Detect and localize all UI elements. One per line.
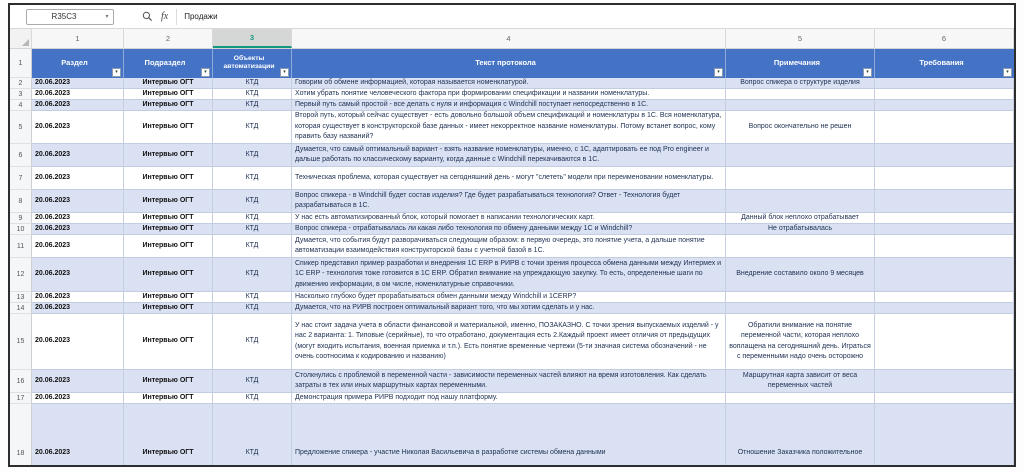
cell-note[interactable]: Данный блок неплохо отрабатывает bbox=[726, 213, 875, 224]
row-number[interactable]: 2 bbox=[10, 78, 32, 89]
cell-obj[interactable]: КТД bbox=[213, 303, 292, 314]
table-row bbox=[10, 144, 1014, 167]
cell-req[interactable] bbox=[875, 100, 1014, 111]
cell-note[interactable] bbox=[726, 292, 875, 303]
cell-note[interactable]: Отношение Заказчика положительное bbox=[726, 404, 875, 465]
table-row bbox=[10, 404, 1014, 465]
cell-section[interactable]: 20.06.2023 bbox=[32, 224, 124, 235]
cell-req[interactable] bbox=[875, 167, 1014, 190]
cell-note[interactable] bbox=[726, 167, 875, 190]
cell-note[interactable]: Вопрос окончательно не решен bbox=[726, 111, 875, 144]
row-number[interactable]: 9 bbox=[10, 213, 32, 224]
table-row bbox=[10, 190, 1014, 213]
header-label: Примечания bbox=[773, 57, 821, 67]
cell-obj[interactable]: КТД bbox=[213, 100, 292, 111]
cell-obj[interactable]: КТД bbox=[213, 167, 292, 190]
row-number[interactable]: 7 bbox=[10, 167, 32, 190]
cell-section[interactable]: 20.06.2023 bbox=[32, 213, 124, 224]
cell-section[interactable]: 20.06.2023 bbox=[32, 78, 124, 89]
cell-section[interactable]: 20.06.2023 bbox=[32, 370, 124, 393]
cell-text[interactable]: Говорим об обмене информацией, которая называется номенклатурой. bbox=[292, 78, 726, 89]
header-cell-podrazdel[interactable] bbox=[124, 49, 213, 78]
filter-dropdown-icon[interactable]: ▾ bbox=[863, 68, 872, 77]
table-row bbox=[10, 78, 1014, 89]
cell-section[interactable]: 20.06.2023 bbox=[32, 404, 124, 465]
cell-text[interactable]: У нас стоит задача учета в области финансовой и материальной, именно, ПОЗАКАЗНО. С точки зрения выпускаемых изделий - у нас 2 варианта: 1. Типовые (серийные), то что отработано, документация есть 2.Каждый проект имеет отличия от предыдущих (могут входить испытания, военная приемка и т.п.). Есть понятие временные чертежи (5-ти значная система обозначений - не очень соотносима к кодированию и названию) bbox=[292, 314, 726, 370]
toolbar-icons bbox=[142, 11, 168, 22]
column-header-5[interactable]: 5 bbox=[726, 29, 875, 48]
cell-sub[interactable]: Интервью ОГТ bbox=[124, 100, 213, 111]
cell-text[interactable]: Вопрос спикера - отрабатывалась ли какая либо технология по обмену данными между 1С и Windchill? bbox=[292, 224, 726, 235]
cell-obj[interactable]: КТД bbox=[213, 314, 292, 370]
cell-text[interactable]: Второй путь, который сейчас существует - есть довольно большой объем спецификаций и номенклатуры в 1С. Вся номенклатура, которая существует в конструкторской базе данных - имеет некорректное название номенклатуры. Потому встанет вопрос, кому править базу названий? bbox=[292, 111, 726, 144]
cell-req[interactable] bbox=[875, 292, 1014, 303]
cell-obj[interactable]: КТД bbox=[213, 235, 292, 258]
header-cell-obekty[interactable] bbox=[213, 49, 292, 78]
cell-obj[interactable]: КТД bbox=[213, 393, 292, 404]
cell-sub[interactable]: Интервью ОГТ bbox=[124, 224, 213, 235]
cell-sub[interactable]: Интервью ОГТ bbox=[124, 190, 213, 213]
cell-sub[interactable]: Интервью ОГТ bbox=[124, 314, 213, 370]
cell-req[interactable] bbox=[875, 213, 1014, 224]
table-row bbox=[10, 89, 1014, 100]
cell-note[interactable]: Маршрутная карта зависит от веса переменных частей bbox=[726, 370, 875, 393]
cell-req[interactable] bbox=[875, 235, 1014, 258]
cell-req[interactable] bbox=[875, 78, 1014, 89]
cell-obj[interactable]: КТД bbox=[213, 78, 292, 89]
table-row bbox=[10, 224, 1014, 235]
table-row bbox=[10, 393, 1014, 404]
cell-obj[interactable]: КТД bbox=[213, 213, 292, 224]
cell-sub[interactable]: Интервью ОГТ bbox=[124, 213, 213, 224]
table-row bbox=[10, 213, 1014, 224]
cell-note[interactable]: Внедрение составило около 9 месяцев bbox=[726, 258, 875, 292]
table-row bbox=[10, 258, 1014, 292]
column-header-4[interactable]: 4 bbox=[292, 29, 726, 48]
cell-text[interactable]: Демонстрация примера РИРВ подходит под нашу платформу. bbox=[292, 393, 726, 404]
cell-section[interactable]: 20.06.2023 bbox=[32, 303, 124, 314]
cell-sub[interactable]: Интервью ОГТ bbox=[124, 144, 213, 167]
cell-obj[interactable]: КТД bbox=[213, 144, 292, 167]
row-number[interactable]: 15 bbox=[10, 314, 32, 370]
cell-obj[interactable]: КТД bbox=[213, 292, 292, 303]
cell-section[interactable]: 20.06.2023 bbox=[32, 292, 124, 303]
corner-triangle-icon bbox=[22, 39, 29, 46]
cell-section[interactable]: 20.06.2023 bbox=[32, 190, 124, 213]
cell-text[interactable]: Думается, что события будут разворачиваться следующим образом: в первую очередь, это понятие учета, а дальше понятие автоматизации взаимодействия конструкторской базы с учетной базой в 1С. bbox=[292, 235, 726, 258]
cell-text[interactable]: Насколько глубоко будет прорабатываться обмен данными между Windchill и 1CERP? bbox=[292, 292, 726, 303]
row-number[interactable]: 3 bbox=[10, 89, 32, 100]
cell-sub[interactable]: Интервью ОГТ bbox=[124, 258, 213, 292]
filter-dropdown-icon[interactable]: ▾ bbox=[280, 68, 289, 77]
row-number[interactable]: 8 bbox=[10, 190, 32, 213]
cell-sub[interactable]: Интервью ОГТ bbox=[124, 393, 213, 404]
cell-section[interactable]: 20.06.2023 bbox=[32, 167, 124, 190]
cell-sub[interactable]: Интервью ОГТ bbox=[124, 303, 213, 314]
table-header-row bbox=[10, 49, 1014, 78]
header-label: Объекты автоматизации bbox=[223, 54, 275, 70]
header-label: Требования bbox=[919, 57, 964, 67]
cell-obj[interactable]: КТД bbox=[213, 190, 292, 213]
cell-note[interactable] bbox=[726, 303, 875, 314]
cell-sub[interactable]: Интервью ОГТ bbox=[124, 235, 213, 258]
table-row bbox=[10, 100, 1014, 111]
cell-sub[interactable]: Интервью ОГТ bbox=[124, 167, 213, 190]
column-header-strip bbox=[10, 29, 1014, 49]
table-row bbox=[10, 314, 1014, 370]
data-rows-container bbox=[10, 78, 1014, 465]
formula-bar-value[interactable]: Продажи bbox=[184, 12, 218, 21]
cell-text[interactable]: Думается, что самый оптимальный вариант - взять название номенклатуры, именно, с 1С, адаптировать ее под Pro engineer и дальше работать по классическому варианту, когда данные с Windchill перекачиваются в 1С. bbox=[292, 144, 726, 167]
name-box-value[interactable]: R35C3 bbox=[51, 12, 77, 21]
header-cell-trebovaniya[interactable] bbox=[875, 49, 1014, 78]
cell-note[interactable] bbox=[726, 100, 875, 111]
formula-bar[interactable] bbox=[176, 9, 1014, 25]
cell-section[interactable]: 20.06.2023 bbox=[32, 111, 124, 144]
cell-note[interactable] bbox=[726, 393, 875, 404]
header-label: Подраздел bbox=[144, 57, 186, 67]
cell-sub[interactable]: Интервью ОГТ bbox=[124, 292, 213, 303]
cell-note[interactable]: Обратили внимание на понятие переменной части, которая неплохо воплащена на сегодняшний день. Играться с переменными надо очень осторожно bbox=[726, 314, 875, 370]
cell-sub[interactable]: Интервью ОГТ bbox=[124, 78, 213, 89]
table-row bbox=[10, 167, 1014, 190]
cell-note[interactable] bbox=[726, 89, 875, 100]
cell-req[interactable] bbox=[875, 314, 1014, 370]
row-number[interactable]: 1 bbox=[10, 49, 32, 78]
cell-note[interactable] bbox=[726, 235, 875, 258]
cell-obj[interactable]: КТД bbox=[213, 404, 292, 465]
row-number[interactable]: 17 bbox=[10, 393, 32, 404]
cell-obj[interactable]: КТД bbox=[213, 224, 292, 235]
cell-sub[interactable]: Интервью ОГТ bbox=[124, 404, 213, 465]
cell-req[interactable] bbox=[875, 303, 1014, 314]
cell-req[interactable] bbox=[875, 404, 1014, 465]
cell-section[interactable]: 20.06.2023 bbox=[32, 144, 124, 167]
row-number[interactable]: 10 bbox=[10, 224, 32, 235]
cell-req[interactable] bbox=[875, 144, 1014, 167]
cell-section[interactable]: 20.06.2023 bbox=[32, 89, 124, 100]
cell-note[interactable]: Вопрос спикера о структуре изделия bbox=[726, 78, 875, 89]
cell-req[interactable] bbox=[875, 111, 1014, 144]
header-cell-razdel[interactable] bbox=[32, 49, 124, 78]
formula-toolbar bbox=[10, 5, 1014, 29]
header-label: Раздел bbox=[61, 57, 88, 67]
table-row bbox=[10, 370, 1014, 393]
row-number[interactable]: 6 bbox=[10, 144, 32, 167]
column-header-2[interactable]: 2 bbox=[124, 29, 213, 48]
column-header-6[interactable]: 6 bbox=[875, 29, 1014, 48]
row-number[interactable]: 12 bbox=[10, 258, 32, 292]
cell-obj[interactable]: КТД bbox=[213, 258, 292, 292]
cell-text[interactable]: Столкнулись с проблемой в переменной части - зависимости переменных частей влияют на время изготовления. Как сделать затраты в тех или иных маршрутных картах переменными. bbox=[292, 370, 726, 393]
cell-text[interactable]: Думается, что на РИРВ построен оптимальный вариант того, что мы хотим сделать и у нас. bbox=[292, 303, 726, 314]
cell-text[interactable]: Хотим убрать понятие человеческого фактора при формировании спецификации и названии номенклатуры. bbox=[292, 89, 726, 100]
filter-dropdown-icon[interactable]: ▾ bbox=[714, 68, 723, 77]
name-box[interactable] bbox=[26, 9, 114, 25]
cell-section[interactable]: 20.06.2023 bbox=[32, 258, 124, 292]
spreadsheet-window bbox=[8, 3, 1016, 467]
cell-sub[interactable]: Интервью ОГТ bbox=[124, 370, 213, 393]
row-number[interactable]: 13 bbox=[10, 292, 32, 303]
cell-obj[interactable]: КТД bbox=[213, 370, 292, 393]
select-all-corner[interactable] bbox=[10, 29, 32, 48]
cell-text[interactable]: Техническая проблема, которая существует на сегодняшний день - могут "слететь" модели при переименовании номенклатуры. bbox=[292, 167, 726, 190]
header-cell-primechaniya[interactable] bbox=[726, 49, 875, 78]
header-label: Текст протокола bbox=[475, 57, 536, 67]
cell-section[interactable]: 20.06.2023 bbox=[32, 100, 124, 111]
cell-note[interactable] bbox=[726, 144, 875, 167]
cell-text[interactable]: Спикер представил пример разработки и внедрения 1С ERP в РИРВ с точки зрения процесса обмена данными между Интермех и 1С ERP - технология тоже готовится в 1С ERP. Обратил внимание на упреждающую закупку. То есть, определенные шаги по движению информации, в ом числе, номенклатурные справочники. bbox=[292, 258, 726, 292]
cell-note[interactable] bbox=[726, 190, 875, 213]
cell-text[interactable]: Вопрос спикера - в Windchill будет состав изделия? Где будет разрабатываться технология? Ответ - Технология будет разрабатываться в 1С. bbox=[292, 190, 726, 213]
row-number[interactable]: 5 bbox=[10, 111, 32, 144]
row-number[interactable]: 14 bbox=[10, 303, 32, 314]
cell-req[interactable] bbox=[875, 258, 1014, 292]
row-number[interactable]: 4 bbox=[10, 100, 32, 111]
sheet-grid bbox=[10, 49, 1014, 465]
cell-req[interactable] bbox=[875, 393, 1014, 404]
cell-req[interactable] bbox=[875, 89, 1014, 100]
magnifier-icon[interactable] bbox=[142, 11, 153, 22]
name-box-dropdown-icon[interactable]: ▾ bbox=[105, 14, 109, 20]
table-row bbox=[10, 303, 1014, 314]
table-row bbox=[10, 235, 1014, 258]
cell-obj[interactable]: КТД bbox=[213, 111, 292, 144]
row-number[interactable]: 18 bbox=[10, 404, 32, 465]
cell-text[interactable]: У нас есть автоматизированный блок, который помогает в написании технологических карт. bbox=[292, 213, 726, 224]
cell-obj[interactable]: КТД bbox=[213, 89, 292, 100]
cell-section[interactable]: 20.06.2023 bbox=[32, 235, 124, 258]
header-cell-tekst-protokola[interactable] bbox=[292, 49, 726, 78]
cell-section[interactable]: 20.06.2023 bbox=[32, 314, 124, 370]
cell-note[interactable]: Не отрабатывалась bbox=[726, 224, 875, 235]
cell-sub[interactable]: Интервью ОГТ bbox=[124, 111, 213, 144]
filter-dropdown-icon[interactable]: ▾ bbox=[112, 68, 121, 77]
filter-dropdown-icon[interactable]: ▾ bbox=[1003, 68, 1012, 77]
cell-section[interactable]: 20.06.2023 bbox=[32, 393, 124, 404]
row-number[interactable]: 16 bbox=[10, 370, 32, 393]
filter-dropdown-icon[interactable]: ▾ bbox=[201, 68, 210, 77]
cell-req[interactable] bbox=[875, 370, 1014, 393]
row-number[interactable]: 11 bbox=[10, 235, 32, 258]
insert-function-icon[interactable]: fx bbox=[161, 11, 169, 22]
cell-sub[interactable]: Интервью ОГТ bbox=[124, 89, 213, 100]
table-row bbox=[10, 111, 1014, 144]
column-header-1[interactable]: 1 bbox=[32, 29, 124, 48]
cell-req[interactable] bbox=[875, 190, 1014, 213]
table-row bbox=[10, 292, 1014, 303]
cell-req[interactable] bbox=[875, 224, 1014, 235]
column-header-3[interactable]: 3 bbox=[213, 29, 292, 48]
cell-text[interactable]: Предложение спикера - участие Николая Васильевича в разработке системы обмена данными bbox=[292, 404, 726, 465]
cell-text[interactable]: Первый путь самый простой - все делать с нуля и информация с Windchill поступает непосредственно в 1С. bbox=[292, 100, 726, 111]
